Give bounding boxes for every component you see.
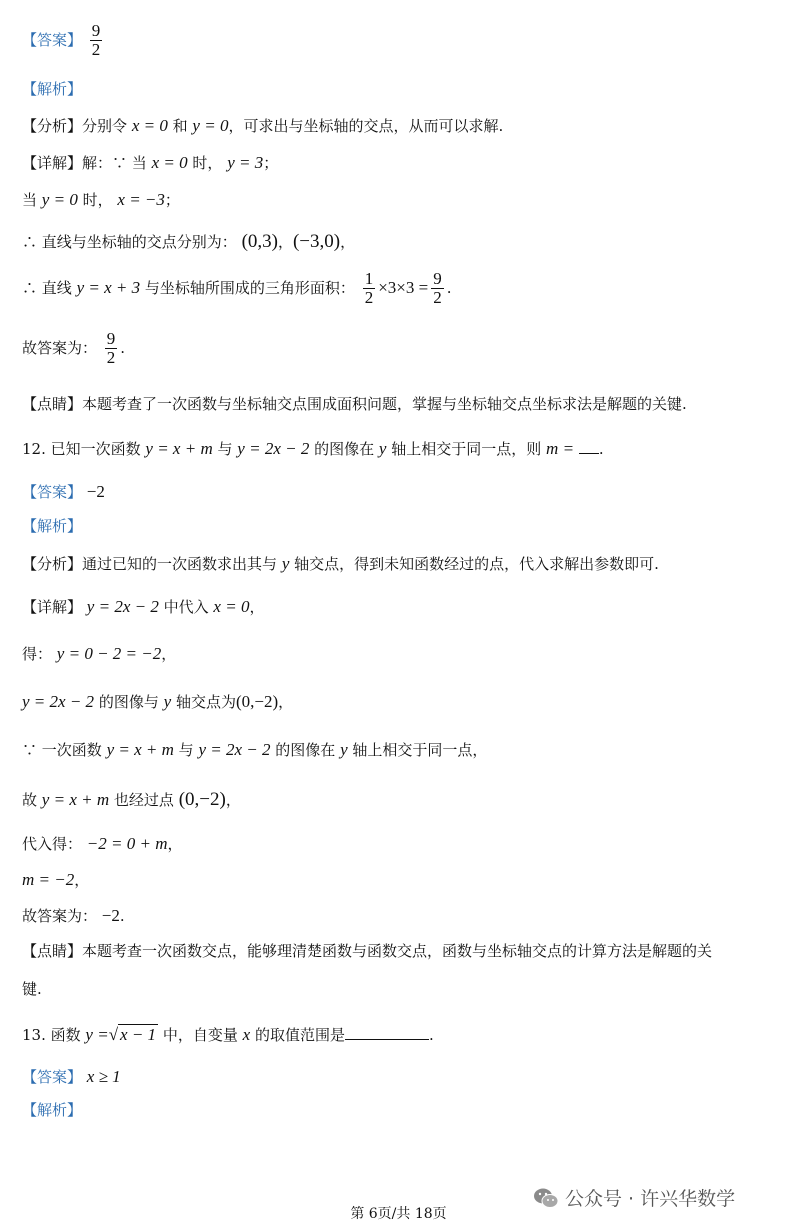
answer-blank (345, 1039, 429, 1040)
answer-label: 【答案】 (22, 30, 83, 49)
q11-dianjing: 【点睛】本题考查了一次函数与坐标轴交点围成面积问题，掌握与坐标轴交点坐标求法是解题的关键. (22, 395, 687, 413)
dianjing-label: 【点睛】 (22, 942, 83, 960)
q12-line5: 故 y = x + m 也经过点 (0,−2)， (22, 789, 241, 810)
q12-line2: 得： y = 0 − 2 = −2， (22, 644, 177, 663)
q12-line6: 代入得： −2 = 0 + m， (22, 834, 183, 853)
watermark-text: 公众号 · 许兴华数学 (565, 1188, 736, 1210)
q11-analysis-label: 【解析】 (22, 80, 83, 98)
sqrt-sign: √ (108, 1025, 119, 1044)
q13-stem: 13. 函数 y =√ x − 1 中，自变量 x 的取值范围是 . (22, 1025, 434, 1044)
q12-stem: 12. 已知一次函数 y = x + m 与 y = 2x − 2 的图像在 y 轴上相交于同一点，则 m = . (22, 439, 604, 458)
q12-line8: 故答案为： −2. (22, 906, 125, 925)
q11-line4: ∴ 直线 y = x + 3 与坐标轴所围成的三角形面积： $\frac{1}{2}$ ×3×3 = $\frac{9}{2}$ . (22, 269, 452, 307)
fraction: $\frac{9}{2}$ (106, 329, 116, 367)
fenxi-label: 【分析】 (22, 117, 83, 135)
page-footer: 第 6页/共 18页 (350, 1206, 447, 1222)
q11-answer (22, 22, 105, 60)
detail-label: 【详解】 (22, 154, 83, 172)
q12-dianjing-cont: 键. (22, 980, 42, 998)
fraction: $\frac{9}{2}$ (91, 21, 101, 59)
q12-analysis-label: 【解析】 (22, 517, 83, 535)
q13-analysis-label: 【解析】 (22, 1101, 83, 1119)
answer-blank (579, 453, 599, 454)
q11-line5: 故答案为： $\frac{9}{2}$ . (22, 329, 126, 367)
answer-label: 【答案】 (22, 483, 83, 501)
dianjing-label: 【点睛】 (22, 395, 83, 413)
q12-line3: y = 2x − 2 的图像与 y 轴交点为(0,−2)， (22, 692, 294, 711)
q12-fenxi: 【分析】通过已知的一次函数求出其与 y 轴交点，得到未知函数经过的点，代入求解出参数即可. (22, 554, 659, 573)
q11-line3: ∴ 直线与坐标轴的交点分别为： (0,3)，(−3,0)， (22, 231, 356, 252)
q12-answer: 【答案】 −2 (22, 482, 105, 501)
fenxi-label: 【分析】 (22, 555, 83, 573)
q11-detail: 【详解】解：∵ 当 x = 0 时， y = 3； (22, 153, 279, 172)
detail-label: 【详解】 (22, 598, 83, 616)
q12-line7: m = −2， (22, 870, 90, 889)
q12-detail: 【详解】 y = 2x − 2 中代入 x = 0， (22, 597, 265, 616)
q12-dianjing: 【点睛】本题考查一次函数交点，能够理清楚函数与函数交点，函数与坐标轴交点的计算方法是解题的关 (22, 942, 713, 960)
q11-fenxi: 【分析】分别令 x = 0 和 y = 0，可求出与坐标轴的交点，从而可以求解. (22, 116, 504, 135)
answer-label: 【答案】 (22, 1068, 83, 1086)
fraction: $\frac{1}{2}$ (364, 269, 374, 307)
q13-answer: 【答案】 x ≥ 1 (22, 1067, 121, 1086)
fraction: $\frac{9}{2}$ (433, 269, 442, 307)
q12-line4: ∵ 一次函数 y = x + m 与 y = 2x − 2 的图像在 y 轴上相交于同一点， (22, 740, 488, 759)
q11-line2: 当 y = 0 时， x = −3； (22, 190, 180, 209)
